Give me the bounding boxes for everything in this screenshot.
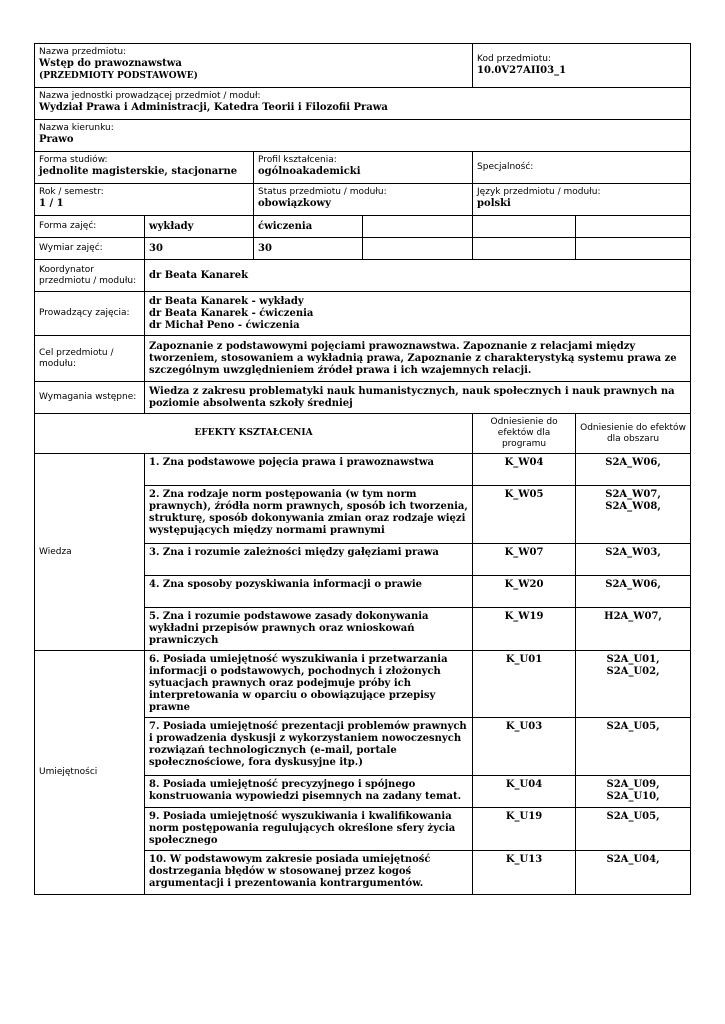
- profile-cell: [254, 152, 473, 184]
- row-goal: [35, 336, 691, 382]
- effect-program: K_U03: [473, 718, 576, 776]
- row-field: [35, 120, 691, 152]
- course-name-label: Nazwa przedmiotu:: [39, 47, 127, 57]
- course-code-cell: [473, 44, 691, 88]
- unit-value: Wydział Prawa i Administracji, Katedra Teorii i Filozofii Prawa: [39, 102, 388, 113]
- year-value: 1 / 1: [39, 198, 64, 209]
- row-effects-header: [35, 414, 691, 454]
- category-knowledge: Wiedza: [35, 454, 145, 651]
- course-group: (PRZEDMIOTY PODSTAWOWE): [39, 71, 198, 81]
- effect-area: S2A_U09, S2A_U10,: [576, 776, 691, 808]
- status-cell: [254, 184, 473, 216]
- course-name-cell: [35, 44, 473, 88]
- effect-program: K_W07: [473, 544, 576, 576]
- study-form-value: jednolite magisterskie, stacjonarne: [39, 166, 238, 177]
- effect-text: 9. Posiada umiejętność wyszukiwania i kwalifikowania norm postępowania regulujących określone sfery życia społecznego: [145, 808, 473, 851]
- row-year: [35, 184, 691, 216]
- row-unit: [35, 88, 691, 120]
- effect-row: [35, 651, 691, 718]
- class-form-empty-3: [576, 216, 691, 238]
- effect-program: K_W20: [473, 576, 576, 608]
- effect-program: K_U19: [473, 808, 576, 851]
- category-skills: Umiejętności: [35, 651, 145, 895]
- effect-program: K_U04: [473, 776, 576, 808]
- row-course-name: [35, 44, 691, 88]
- coordinator-label: Koordynator przedmiotu / modułu:: [35, 260, 145, 292]
- unit-label: Nazwa jednostki prowadzącej przedmiot / moduł:: [39, 91, 261, 101]
- teacher-line: dr Beata Kanarek - wykłady: [149, 295, 304, 307]
- requirements-label: Wymagania wstępne:: [35, 382, 145, 414]
- field-label: Nazwa kierunku:: [39, 123, 114, 133]
- effects-area-header: Odniesienie do efektów dla obszaru: [576, 414, 691, 454]
- teacher-line: dr Michał Peno - ćwiczenia: [149, 319, 300, 331]
- field-cell: [35, 120, 691, 152]
- course-table: [34, 43, 691, 895]
- hours-empty-3: [576, 238, 691, 260]
- effect-text: 10. W podstawowym zakresie posiada umiejętność dostrzegania błędów w stosowanej przez kogoś argumentacji i prezentowania kontrargumentów.: [145, 851, 473, 895]
- effect-text: 4. Zna sposoby pozyskiwania informacji o prawie: [145, 576, 473, 608]
- course-code-label: Kod przedmiotu:: [477, 54, 551, 64]
- row-requirements: [35, 382, 691, 414]
- effect-area: S2A_U05,: [576, 808, 691, 851]
- study-form-cell: [35, 152, 254, 184]
- effect-program: K_W04: [473, 454, 576, 486]
- effect-text: 3. Zna i rozumie zależności między gałęziami prawa: [145, 544, 473, 576]
- coordinator-value: dr Beata Kanarek: [145, 260, 691, 292]
- effect-area: S2A_U01, S2A_U02,: [576, 651, 691, 718]
- field-value: Prawo: [39, 134, 74, 145]
- course-name-value: Wstęp do prawoznawstwa: [39, 58, 182, 69]
- effect-program: K_U13: [473, 851, 576, 895]
- language-cell: [473, 184, 691, 216]
- effect-program: K_W05: [473, 486, 576, 544]
- effect-area: S2A_U05,: [576, 718, 691, 776]
- specialty-label: Specjalność:: [477, 162, 534, 172]
- effect-area: S2A_W03,: [576, 544, 691, 576]
- effect-area: S2A_W06,: [576, 454, 691, 486]
- effect-text: 2. Zna rodzaje norm postępowania (w tym norm prawnych), źródła norm prawnych, sposób ich tworzenia, strukturę, sposób dokonywania zmian oraz rodzaje więzi występujących między normami prawnymi: [145, 486, 473, 544]
- effect-area: S2A_W07, S2A_W08,: [576, 486, 691, 544]
- course-sheet: [34, 43, 690, 895]
- language-label: Język przedmiotu / modułu:: [477, 187, 601, 197]
- class-form-empty-1: [363, 216, 473, 238]
- language-value: polski: [477, 198, 511, 209]
- row-teachers: [35, 292, 691, 336]
- effect-text: 1. Zna podstawowe pojęcia prawa i prawoznawstwa: [145, 454, 473, 486]
- status-value: obowiązkowy: [258, 198, 331, 209]
- row-class-form: [35, 216, 691, 238]
- specialty-cell: [473, 152, 691, 184]
- class-form-exercise: ćwiczenia: [254, 216, 363, 238]
- requirements-value: Wiedza z zakresu problematyki nauk humanistycznych, nauk społecznych i nauk prawnych na poziomie absolwenta szkoły średniej: [145, 382, 691, 414]
- teachers-label: Prowadzący zajęcia:: [35, 292, 145, 336]
- hours-empty-2: [473, 238, 576, 260]
- hours-exercise: 30: [254, 238, 363, 260]
- row-hours: [35, 238, 691, 260]
- class-form-label: Forma zajęć:: [35, 216, 145, 238]
- unit-cell: [35, 88, 691, 120]
- effects-title: EFEKTY KSZTAŁCENIA: [35, 414, 473, 454]
- hours-empty-1: [363, 238, 473, 260]
- teacher-line: dr Beata Kanarek - ćwiczenia: [149, 307, 314, 319]
- year-label: Rok / semestr:: [39, 187, 104, 197]
- row-study-form: [35, 152, 691, 184]
- course-code-value: 10.0V27AII03_1: [477, 65, 567, 76]
- hours-lecture: 30: [145, 238, 254, 260]
- effect-area: H2A_W07,: [576, 608, 691, 651]
- effect-area: S2A_W06,: [576, 576, 691, 608]
- effect-program: K_W19: [473, 608, 576, 651]
- class-form-lecture: wykłady: [145, 216, 254, 238]
- status-label: Status przedmiotu / modułu:: [258, 187, 387, 197]
- effect-text: 6. Posiada umiejętność wyszukiwania i przetwarzania informacji o podstawowych, pochodnych i złożonych sytuacjach prawnych oraz podejmuje próby ich interpretowania w oparciu o obowiązujące przepisy prawne: [145, 651, 473, 718]
- effect-text: 5. Zna i rozumie podstawowe zasady dokonywania wykładni przepisów prawnych oraz wnioskowań prawniczych: [145, 608, 473, 651]
- profile-value: ogólnoakademicki: [258, 166, 361, 177]
- profile-label: Profil kształcenia:: [258, 155, 337, 165]
- effect-program: K_U01: [473, 651, 576, 718]
- goal-value: Zapoznanie z podstawowymi pojęciami prawoznawstwa. Zapoznanie z relacjami między tworzeniem, stosowaniem a wykładnią prawa, Zapoznanie z charakterystyką systemu prawa ze szczególnym uwzględnieniem źródeł prawa i ich wzajemnych relacji.: [145, 336, 691, 382]
- class-form-empty-2: [473, 216, 576, 238]
- year-cell: [35, 184, 254, 216]
- effect-text: 7. Posiada umiejętność prezentacji problemów prawnych i prowadzenia dyskusji z wykorzystaniem nowoczesnych rozwiązań technologicznych (e-mail, portale społecznościowe, fora dyskusyjne itp.): [145, 718, 473, 776]
- hours-label: Wymiar zajęć:: [35, 238, 145, 260]
- teachers-cell: [145, 292, 691, 336]
- row-coordinator: [35, 260, 691, 292]
- study-form-label: Forma studiów:: [39, 155, 108, 165]
- goal-label: Cel przedmiotu / modułu:: [35, 336, 145, 382]
- effect-row: [35, 454, 691, 486]
- effect-text: 8. Posiada umiejętność precyzyjnego i spójnego konstruowania wypowiedzi pisemnych na zadany temat.: [145, 776, 473, 808]
- effects-program-header: Odniesienie do efektów dla programu: [473, 414, 576, 454]
- effect-area: S2A_U04,: [576, 851, 691, 895]
